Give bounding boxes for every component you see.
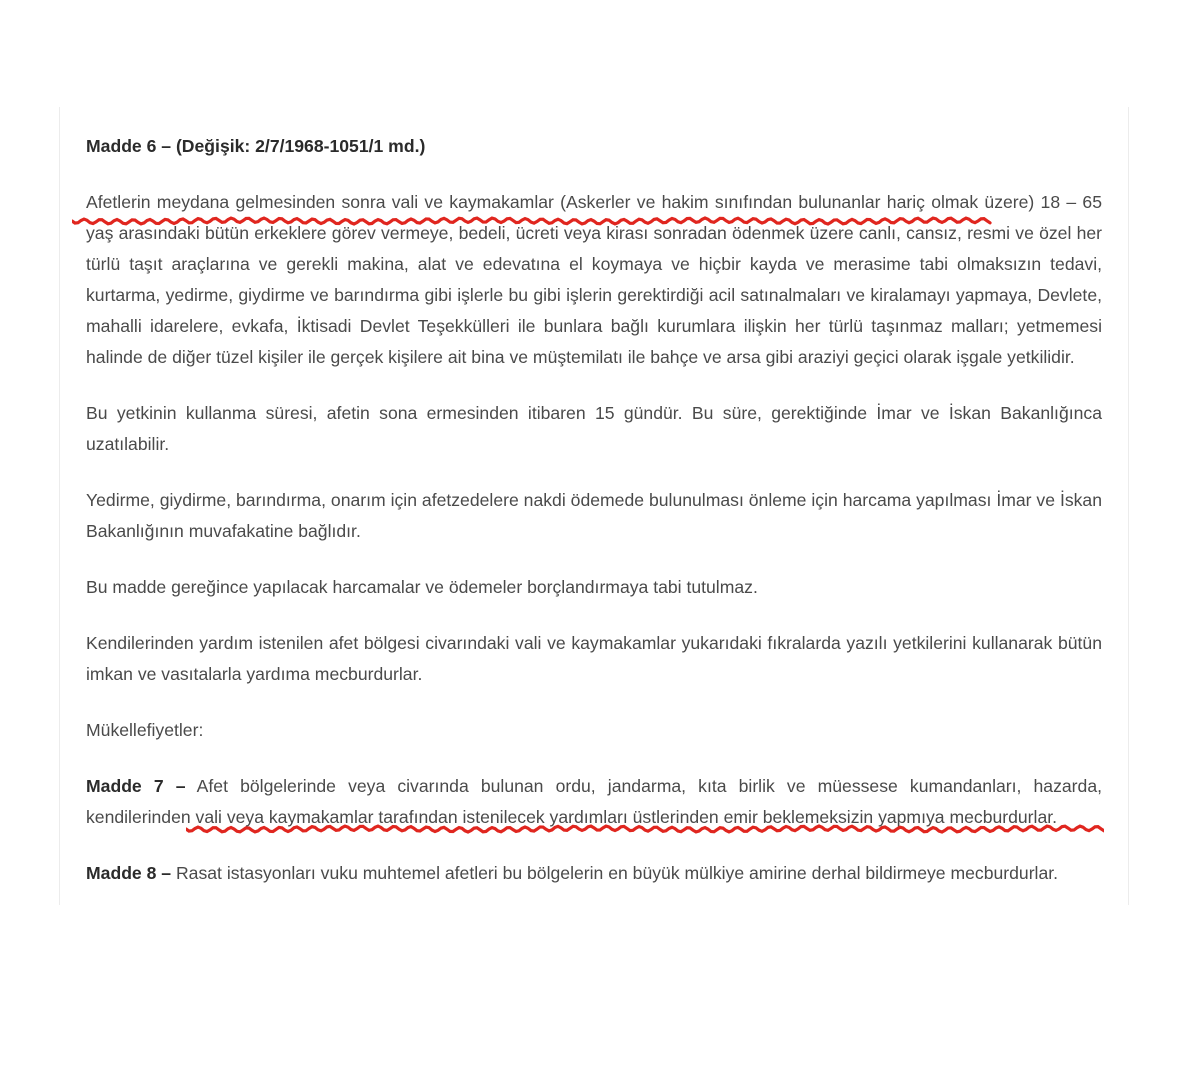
madde-8-label: Madde 8 – [86, 863, 172, 883]
document-frame [59, 107, 1129, 905]
paragraph-yardim-mecburiyeti: Kendilerinden yardım istenilen afet bölgesi civarındaki vali ve kaymakamlar yukarıdaki fıkralarda yazılı yetkilerini kullanarak bütün imkan ve vasıtalarla yardıma mecburdurlar. [86, 633, 1102, 684]
paragraph-harcamalar: Bu madde gereğince yapılacak harcamalar ve ödemeler borçlandırmaya tabi tutulmaz. [86, 577, 758, 597]
madde-7-label: Madde 7 – [86, 776, 186, 796]
paragraph-madde-7 [86, 771, 1102, 833]
paragraph-nakdi-odeme: Yedirme, giydirme, barındırma, onarım için afetzedelere nakdi ödemede bulunulması önleme için harcama yapılması İmar ve İskan Bakanlığının muvafakatine bağlıdır. [86, 490, 1102, 541]
madde-7-text: Afet bölgelerinde veya civarında bulunan ordu, jandarma, kıta birlik ve müessese kumandanları, hazarda, kendilerinden vali veya kaymakamlar tarafından istenilecek yardımları üstlerinden emir beklemeksizin yapmıya mecburdurlar. [86, 776, 1102, 827]
madde-6-heading: Madde 6 – (Değişik: 2/7/1968-1051/1 md.) [86, 136, 426, 156]
madde-8-text: Rasat istasyonları vuku muhtemel afetleri bu bölgelerin en büyük mülkiye amirine derhal bildirmeye mecburdurlar. [171, 863, 1059, 883]
paragraph-yetki-suresi: Bu yetkinin kullanma süresi, afetin sona ermesinden itibaren 15 gündür. Bu süre, gerektiğinde İmar ve İskan Bakanlığınca uzatılabilir. [86, 403, 1102, 454]
law-text [86, 131, 1102, 905]
paragraph-madde-6-main: Afetlerin meydana gelmesinden sonra vali ve kaymakamlar (Askerler ve hakim sınıfından bulunanlar hariç olmak üzere) 18 – 65 yaş arasındaki bütün erkeklere görev vermeye, bedeli, ücreti veya kirası sonradan ödenmek üzere canlı, cansız, resmi ve özel her türlü taşıt araçlarına ve gerekli makina, alat ve edevatına el koymaya ve hiçbir kayda ve merasime tabi olmaksızın tedavi, kurtarma, yedirme, giydirme ve barındırma gibi işlerle bu gibi işlerin gerektirdiği acil satınalmaları ve kiralamayı yapmaya, Devlete, mahalli idarelere, evkafa, İktisadi Devlet Teşekkülleri ile bunlara bağlı kurumlara ilişkin her türlü taşınmaz malları; yetmemesi halinde de diğer tüzel kişiler ile gerçek kişilere ait bina ve müştemilatı ile bahçe ve arsa gibi araziyi geçici olarak işgale yetkilidir. [86, 192, 1102, 367]
paragraph-madde-8 [86, 858, 1102, 889]
paragraph-mukellefiyetler: Mükellefiyetler: [86, 720, 204, 740]
